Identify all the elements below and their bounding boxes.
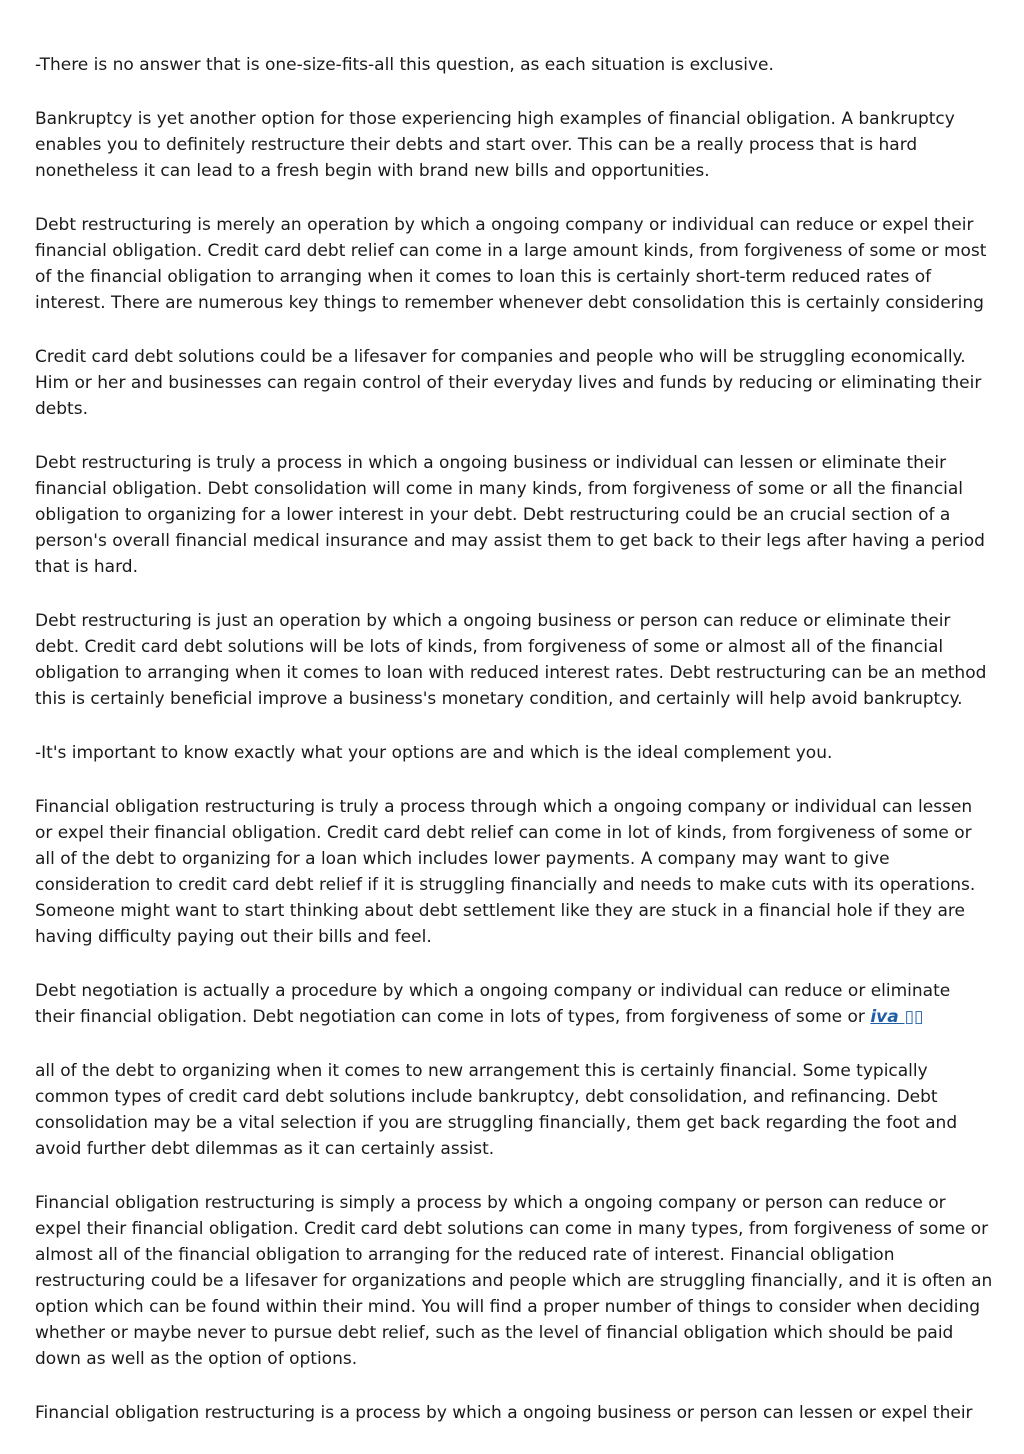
paragraph-4: Credit card debt solutions could be a lifesaver for companies and people who will be struggling economically. Him or her and businesses can regain control of their everyday lives and funds by reducing or eliminating their debts. (35, 347, 982, 419)
paragraph-12: Financial obligation restructuring is a process by which a ongoing business or person can lessen or expel their (35, 1403, 973, 1423)
paragraph-6: Debt restructuring is just an operation by which a ongoing business or person can reduce or eliminate their debt. Credit card debt solutions will be lots of kinds, from forgiveness of some or almost all of the financial obligation to arranging when it comes to loan with reduced interest rates. Debt restructuring can be an method this is certainly beneficial improve a business's monetary condition, and certainly will help avoid bankruptcy. (35, 611, 987, 709)
paragraph-1: -There is no answer that is one-size-fits-all this question, as each situation is exclusive. (35, 55, 774, 75)
paragraph-9-text: Debt negotiation is actually a procedure by which a ongoing company or individual can reduce or eliminate their financial obligation. Debt negotiation can come in lots of types, from forgiveness of some or (35, 981, 951, 1027)
paragraph-3: Debt restructuring is merely an operation by which a ongoing company or individual can reduce or expel their financial obligation. Credit card debt relief can come in a large amount kinds, from forgiveness of some or most of the financial obligation to arranging when it comes to loan this is certainly short-term reduced rates of interest. There are numerous key things to remember whenever debt consolidation this is certainly considering (35, 215, 987, 313)
paragraph-11: Financial obligation restructuring is simply a process by which a ongoing company or person can reduce or expel their financial obligation. Credit card debt solutions can come in many types, from forgiveness of some or almost all of the financial obligation to arranging for the reduced rate of interest. Financial obligation restructuring could be a lifesaver for organizations and people which are struggling financially, and it is often an option which can be found within their mind. You will find a proper number of things to consider when deciding whether or maybe never to pursue debt relief, such as the level of financial obligation which should be paid down as well as the option of options. (35, 1193, 993, 1369)
paragraph-5: Debt restructuring is truly a process in which a ongoing business or individual can lessen or eliminate their financial obligation. Debt consolidation will come in many kinds, from forgiveness of some or all the financial obligation to organizing for a lower interest in your debt. Debt restructuring could be an crucial section of a person's overall financial medical insurance and may assist them to get back to their legs after having a period that is hard. (35, 453, 985, 577)
paragraph-7: -It's important to know exactly what your options are and which is the ideal complement you. (35, 743, 833, 763)
paragraph-with-link (35, 978, 993, 1030)
paragraph-2: Bankruptcy is yet another option for those experiencing high examples of financial obligation. A bankruptcy enables you to definitely restructure their debts and start over. This can be a really process that is hard nonetheless it can lead to a fresh begin with brand new bills and opportunities. (35, 109, 955, 181)
document-body (35, 52, 993, 1454)
paragraph-8: Financial obligation restructuring is truly a process through which a ongoing company or individual can lessen or expel their financial obligation. Credit card debt relief can come in lot of kinds, from forgiveness of some or all of the debt to organizing for a loan which includes lower payments. A company may want to give consideration to credit card debt relief if it is struggling financially and needs to make cuts with its operations. Someone might want to start thinking about debt settlement like they are stuck in a financial hole if they are having difficulty paying out their bills and feel. (35, 797, 976, 947)
iva-link[interactable]: iva ▯▯ (870, 1007, 924, 1027)
paragraph-10: all of the debt to organizing when it comes to new arrangement this is certainly financial. Some typically common types of credit card debt solutions include bankruptcy, debt consolidation, and refinancing. Debt consolidation may be a vital selection if you are struggling financially, them get back regarding the foot and avoid further debt dilemmas as it can certainly assist. (35, 1061, 958, 1159)
